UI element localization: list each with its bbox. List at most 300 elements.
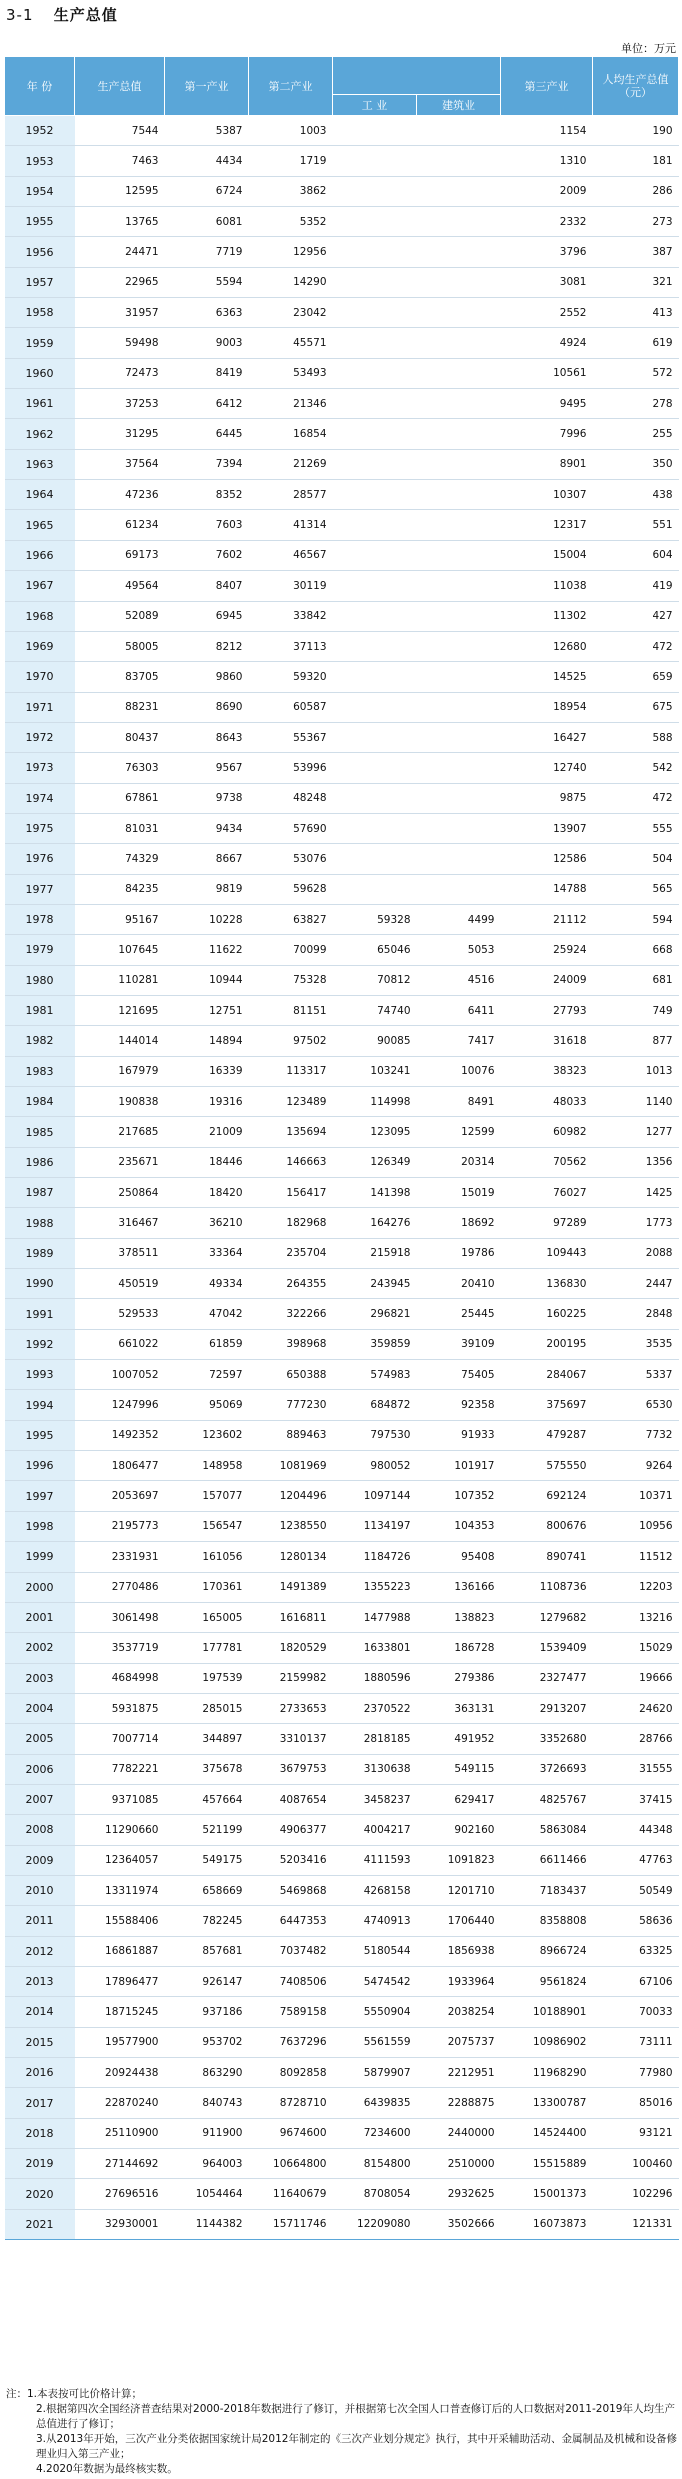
industry-cell [333, 237, 417, 267]
year-cell: 1961 [5, 389, 75, 419]
primary-cell: 47042 [165, 1299, 249, 1329]
year-cell: 1974 [5, 783, 75, 813]
year-cell: 1989 [5, 1238, 75, 1268]
construction-cell [417, 116, 501, 146]
tertiary-cell: 38323 [501, 1056, 593, 1086]
gdp-cell: 7782221 [75, 1754, 165, 1784]
gdp-cell: 18715245 [75, 1997, 165, 2027]
year-cell: 2018 [5, 2118, 75, 2148]
per-capita-cell: 31555 [593, 1754, 679, 1784]
gdp-cell: 661022 [75, 1329, 165, 1359]
table-row [5, 1693, 679, 1723]
primary-cell: 8212 [165, 631, 249, 661]
secondary-cell: 37113 [249, 631, 333, 661]
year-cell: 2004 [5, 1693, 75, 1723]
year-cell: 2013 [5, 1966, 75, 1996]
tertiary-cell: 5863084 [501, 1815, 593, 1845]
table-row [5, 2179, 679, 2209]
secondary-cell: 1491389 [249, 1572, 333, 1602]
per-capita-cell: 675 [593, 692, 679, 722]
construction-cell [417, 389, 501, 419]
table-row [5, 813, 679, 843]
construction-cell [417, 631, 501, 661]
industry-cell [333, 631, 417, 661]
tertiary-cell: 10986902 [501, 2027, 593, 2057]
primary-cell: 123602 [165, 1420, 249, 1450]
header-secondary-sub [333, 57, 501, 95]
year-cell: 1959 [5, 328, 75, 358]
secondary-cell: 2159982 [249, 1663, 333, 1693]
construction-cell: 8491 [417, 1087, 501, 1117]
primary-cell: 9819 [165, 874, 249, 904]
construction-cell [417, 449, 501, 479]
primary-cell: 148958 [165, 1451, 249, 1481]
gdp-cell: 27696516 [75, 2179, 165, 2209]
year-cell: 1962 [5, 419, 75, 449]
table-row [5, 1633, 679, 1663]
per-capita-cell: 181 [593, 146, 679, 176]
industry-cell [333, 116, 417, 146]
secondary-cell: 5352 [249, 207, 333, 237]
construction-cell [417, 753, 501, 783]
industry-cell [333, 844, 417, 874]
construction-cell: 104353 [417, 1511, 501, 1541]
year-cell: 2017 [5, 2088, 75, 2118]
primary-cell: 165005 [165, 1602, 249, 1632]
gdp-cell: 1492352 [75, 1420, 165, 1450]
gdp-cell: 58005 [75, 631, 165, 661]
primary-cell: 9567 [165, 753, 249, 783]
table-row [5, 1602, 679, 1632]
secondary-cell: 41314 [249, 510, 333, 540]
secondary-cell: 53996 [249, 753, 333, 783]
per-capita-cell: 44348 [593, 1815, 679, 1845]
secondary-cell: 2733653 [249, 1693, 333, 1723]
table-row [5, 1875, 679, 1905]
per-capita-cell: 190 [593, 116, 679, 146]
table-row [5, 389, 679, 419]
industry-cell [333, 176, 417, 206]
industry-cell: 7234600 [333, 2118, 417, 2148]
industry-cell [333, 813, 417, 843]
primary-cell: 9860 [165, 662, 249, 692]
per-capita-cell: 321 [593, 267, 679, 297]
per-capita-cell: 10371 [593, 1481, 679, 1511]
table-row [5, 1147, 679, 1177]
gdp-cell: 3061498 [75, 1602, 165, 1632]
year-cell: 1957 [5, 267, 75, 297]
table-row [5, 480, 679, 510]
construction-cell: 20410 [417, 1269, 501, 1299]
year-cell: 1985 [5, 1117, 75, 1147]
year-cell: 1976 [5, 844, 75, 874]
tertiary-cell: 7996 [501, 419, 593, 449]
table-code: 3-1 [6, 6, 34, 24]
gdp-cell: 83705 [75, 662, 165, 692]
table-row [5, 1420, 679, 1450]
table-row [5, 1906, 679, 1936]
primary-cell: 8690 [165, 692, 249, 722]
secondary-cell: 63827 [249, 904, 333, 934]
gdp-cell: 25110900 [75, 2118, 165, 2148]
secondary-cell: 8728710 [249, 2088, 333, 2118]
secondary-cell: 59628 [249, 874, 333, 904]
construction-cell: 279386 [417, 1663, 501, 1693]
year-cell: 1990 [5, 1269, 75, 1299]
year-cell: 2021 [5, 2209, 75, 2239]
construction-cell: 186728 [417, 1633, 501, 1663]
industry-cell: 90085 [333, 1026, 417, 1056]
construction-cell [417, 419, 501, 449]
primary-cell: 521199 [165, 1815, 249, 1845]
construction-cell [417, 510, 501, 540]
primary-cell: 658669 [165, 1875, 249, 1905]
primary-cell: 95069 [165, 1390, 249, 1420]
note-1: 注：1.本表按可比价格计算； [6, 2388, 143, 2400]
tertiary-cell: 3352680 [501, 1724, 593, 1754]
gdp-cell: 74329 [75, 844, 165, 874]
table-row [5, 1511, 679, 1541]
construction-cell: 2212951 [417, 2058, 501, 2088]
year-cell: 1978 [5, 904, 75, 934]
gdp-cell: 47236 [75, 480, 165, 510]
secondary-cell: 75328 [249, 965, 333, 995]
industry-cell [333, 298, 417, 328]
tertiary-cell: 800676 [501, 1511, 593, 1541]
per-capita-cell: 93121 [593, 2118, 679, 2148]
industry-cell: 296821 [333, 1299, 417, 1329]
primary-cell: 156547 [165, 1511, 249, 1541]
construction-cell [417, 662, 501, 692]
primary-cell: 18446 [165, 1147, 249, 1177]
construction-cell: 75405 [417, 1360, 501, 1390]
year-cell: 1983 [5, 1056, 75, 1086]
tertiary-cell: 24009 [501, 965, 593, 995]
tertiary-cell: 6611466 [501, 1845, 593, 1875]
year-cell: 2003 [5, 1663, 75, 1693]
table-row [5, 662, 679, 692]
industry-cell: 3458237 [333, 1784, 417, 1814]
table-row [5, 1329, 679, 1359]
header-primary: 第一产业 [165, 57, 249, 116]
table-row [5, 510, 679, 540]
per-capita-cell: 387 [593, 237, 679, 267]
tertiary-cell: 27793 [501, 995, 593, 1025]
secondary-cell: 889463 [249, 1420, 333, 1450]
construction-cell: 2510000 [417, 2149, 501, 2179]
gdp-cell: 20924438 [75, 2058, 165, 2088]
industry-cell: 4004217 [333, 1815, 417, 1845]
year-cell: 2019 [5, 2149, 75, 2179]
per-capita-cell: 504 [593, 844, 679, 874]
per-capita-cell: 100460 [593, 2149, 679, 2179]
year-cell: 1982 [5, 1026, 75, 1056]
year-cell: 2006 [5, 1754, 75, 1784]
table-row [5, 995, 679, 1025]
secondary-cell: 1820529 [249, 1633, 333, 1663]
table-row [5, 1724, 679, 1754]
table-row [5, 449, 679, 479]
gdp-cell: 250864 [75, 1178, 165, 1208]
primary-cell: 61859 [165, 1329, 249, 1359]
tertiary-cell: 12586 [501, 844, 593, 874]
per-capita-cell: 350 [593, 449, 679, 479]
primary-cell: 7602 [165, 540, 249, 570]
tertiary-cell: 4825767 [501, 1784, 593, 1814]
per-capita-cell: 668 [593, 935, 679, 965]
construction-cell [417, 813, 501, 843]
table-row [5, 571, 679, 601]
construction-cell [417, 267, 501, 297]
per-capita-cell: 588 [593, 722, 679, 752]
secondary-cell: 6447353 [249, 1906, 333, 1936]
secondary-cell: 235704 [249, 1238, 333, 1268]
secondary-cell: 23042 [249, 298, 333, 328]
construction-cell: 4499 [417, 904, 501, 934]
year-cell: 2007 [5, 1784, 75, 1814]
industry-cell: 1097144 [333, 1481, 417, 1511]
tertiary-cell: 8966724 [501, 1936, 593, 1966]
primary-cell: 36210 [165, 1208, 249, 1238]
gdp-cell: 316467 [75, 1208, 165, 1238]
primary-cell: 177781 [165, 1633, 249, 1663]
year-cell: 1984 [5, 1087, 75, 1117]
industry-cell [333, 480, 417, 510]
tertiary-cell: 13300787 [501, 2088, 593, 2118]
gdp-cell: 31957 [75, 298, 165, 328]
industry-cell: 684872 [333, 1390, 417, 1420]
construction-cell: 10076 [417, 1056, 501, 1086]
construction-cell [417, 540, 501, 570]
primary-cell: 8643 [165, 722, 249, 752]
construction-cell: 5053 [417, 935, 501, 965]
table-row [5, 1360, 679, 1390]
year-cell: 1998 [5, 1511, 75, 1541]
construction-cell: 20314 [417, 1147, 501, 1177]
year-cell: 2010 [5, 1875, 75, 1905]
year-cell: 2015 [5, 2027, 75, 2057]
primary-cell: 964003 [165, 2149, 249, 2179]
secondary-cell: 182968 [249, 1208, 333, 1238]
primary-cell: 9434 [165, 813, 249, 843]
primary-cell: 49334 [165, 1269, 249, 1299]
tertiary-cell: 8901 [501, 449, 593, 479]
tertiary-cell: 11302 [501, 601, 593, 631]
tertiary-cell: 1310 [501, 146, 593, 176]
gdp-cell: 2331931 [75, 1542, 165, 1572]
gdp-cell: 235671 [75, 1147, 165, 1177]
notes [6, 2387, 682, 2477]
tertiary-cell: 8358808 [501, 1906, 593, 1936]
primary-cell: 285015 [165, 1693, 249, 1723]
table-row [5, 1299, 679, 1329]
industry-cell: 1134197 [333, 1511, 417, 1541]
industry-cell: 5550904 [333, 1997, 417, 2027]
primary-cell: 911900 [165, 2118, 249, 2148]
industry-cell: 359859 [333, 1329, 417, 1359]
construction-cell [417, 298, 501, 328]
table-row [5, 1966, 679, 1996]
gdp-cell: 1247996 [75, 1390, 165, 1420]
per-capita-cell: 9264 [593, 1451, 679, 1481]
construction-cell: 12599 [417, 1117, 501, 1147]
primary-cell: 840743 [165, 2088, 249, 2118]
construction-cell: 138823 [417, 1602, 501, 1632]
tertiary-cell: 10307 [501, 480, 593, 510]
gdp-cell: 9371085 [75, 1784, 165, 1814]
year-cell: 1958 [5, 298, 75, 328]
tertiary-cell: 31618 [501, 1026, 593, 1056]
gdp-cell: 88231 [75, 692, 165, 722]
industry-cell [333, 449, 417, 479]
primary-cell: 863290 [165, 2058, 249, 2088]
secondary-cell: 5203416 [249, 1845, 333, 1875]
industry-cell [333, 207, 417, 237]
year-cell: 1987 [5, 1178, 75, 1208]
primary-cell: 6945 [165, 601, 249, 631]
tertiary-cell: 3796 [501, 237, 593, 267]
tertiary-cell: 200195 [501, 1329, 593, 1359]
construction-cell [417, 207, 501, 237]
per-capita-cell: 67106 [593, 1966, 679, 1996]
tertiary-cell: 21112 [501, 904, 593, 934]
per-capita-cell: 1356 [593, 1147, 679, 1177]
table-row [5, 1208, 679, 1238]
year-cell: 1994 [5, 1390, 75, 1420]
table-row [5, 1572, 679, 1602]
note-4: 4.2020年数据为最终核实数。 [36, 2463, 178, 2475]
tertiary-cell: 890741 [501, 1542, 593, 1572]
secondary-cell: 46567 [249, 540, 333, 570]
gdp-cell: 81031 [75, 813, 165, 843]
secondary-cell: 30119 [249, 571, 333, 601]
tertiary-cell: 11038 [501, 571, 593, 601]
primary-cell: 21009 [165, 1117, 249, 1147]
per-capita-cell: 13216 [593, 1602, 679, 1632]
primary-cell: 7603 [165, 510, 249, 540]
gdp-cell: 24471 [75, 237, 165, 267]
per-capita-cell: 121331 [593, 2209, 679, 2239]
construction-cell: 95408 [417, 1542, 501, 1572]
per-capita-cell: 749 [593, 995, 679, 1025]
secondary-cell: 650388 [249, 1360, 333, 1390]
year-cell: 1991 [5, 1299, 75, 1329]
year-cell: 2014 [5, 1997, 75, 2027]
industry-cell: 1477988 [333, 1602, 417, 1632]
tertiary-cell: 70562 [501, 1147, 593, 1177]
construction-cell: 101917 [417, 1451, 501, 1481]
industry-cell: 70812 [333, 965, 417, 995]
year-cell: 1963 [5, 449, 75, 479]
per-capita-cell: 2848 [593, 1299, 679, 1329]
year-cell: 2000 [5, 1572, 75, 1602]
secondary-cell: 45571 [249, 328, 333, 358]
tertiary-cell: 1108736 [501, 1572, 593, 1602]
secondary-cell: 12956 [249, 237, 333, 267]
year-cell: 1968 [5, 601, 75, 631]
per-capita-cell: 551 [593, 510, 679, 540]
table-row [5, 753, 679, 783]
tertiary-cell: 1279682 [501, 1602, 593, 1632]
secondary-cell: 322266 [249, 1299, 333, 1329]
per-capita-cell: 28766 [593, 1724, 679, 1754]
table-row [5, 722, 679, 752]
per-capita-cell: 10956 [593, 1511, 679, 1541]
primary-cell: 8419 [165, 358, 249, 388]
gdp-cell: 2195773 [75, 1511, 165, 1541]
per-capita-cell: 419 [593, 571, 679, 601]
gdp-cell: 7544 [75, 116, 165, 146]
per-capita-cell: 15029 [593, 1633, 679, 1663]
secondary-cell: 7408506 [249, 1966, 333, 1996]
tertiary-cell: 9495 [501, 389, 593, 419]
gdp-cell: 121695 [75, 995, 165, 1025]
tertiary-cell: 2327477 [501, 1663, 593, 1693]
year-cell: 2005 [5, 1724, 75, 1754]
tertiary-cell: 10561 [501, 358, 593, 388]
table-row [5, 1238, 679, 1268]
tertiary-cell: 375697 [501, 1390, 593, 1420]
industry-cell: 1355223 [333, 1572, 417, 1602]
construction-cell: 19786 [417, 1238, 501, 1268]
per-capita-cell: 438 [593, 480, 679, 510]
year-cell: 1972 [5, 722, 75, 752]
table-row [5, 298, 679, 328]
year-cell: 1977 [5, 874, 75, 904]
construction-cell [417, 571, 501, 601]
construction-cell: 902160 [417, 1815, 501, 1845]
table-row [5, 631, 679, 661]
per-capita-cell: 255 [593, 419, 679, 449]
table-row [5, 176, 679, 206]
gdp-cell: 217685 [75, 1117, 165, 1147]
per-capita-cell: 555 [593, 813, 679, 843]
year-cell: 2009 [5, 1845, 75, 1875]
per-capita-cell: 63325 [593, 1936, 679, 1966]
tertiary-cell: 16073873 [501, 2209, 593, 2239]
secondary-cell: 777230 [249, 1390, 333, 1420]
primary-cell: 18420 [165, 1178, 249, 1208]
tertiary-cell: 15004 [501, 540, 593, 570]
per-capita-cell: 427 [593, 601, 679, 631]
gdp-cell: 7007714 [75, 1724, 165, 1754]
year-cell: 1971 [5, 692, 75, 722]
industry-cell [333, 540, 417, 570]
table-row [5, 1845, 679, 1875]
table-row [5, 874, 679, 904]
table-row [5, 1936, 679, 1966]
table-row [5, 1087, 679, 1117]
primary-cell: 16339 [165, 1056, 249, 1086]
year-cell: 1995 [5, 1420, 75, 1450]
header-secondary: 第二产业 [249, 57, 333, 116]
primary-cell: 782245 [165, 1906, 249, 1936]
tertiary-cell: 3081 [501, 267, 593, 297]
industry-cell: 59328 [333, 904, 417, 934]
construction-cell [417, 692, 501, 722]
year-cell: 2001 [5, 1602, 75, 1632]
construction-cell: 2932625 [417, 2179, 501, 2209]
table-row [5, 540, 679, 570]
table-row [5, 419, 679, 449]
gdp-cell: 31295 [75, 419, 165, 449]
secondary-cell: 15711746 [249, 2209, 333, 2239]
per-capita-cell: 877 [593, 1026, 679, 1056]
year-cell: 1997 [5, 1481, 75, 1511]
tertiary-cell: 14788 [501, 874, 593, 904]
secondary-cell: 14290 [249, 267, 333, 297]
year-cell: 1953 [5, 146, 75, 176]
